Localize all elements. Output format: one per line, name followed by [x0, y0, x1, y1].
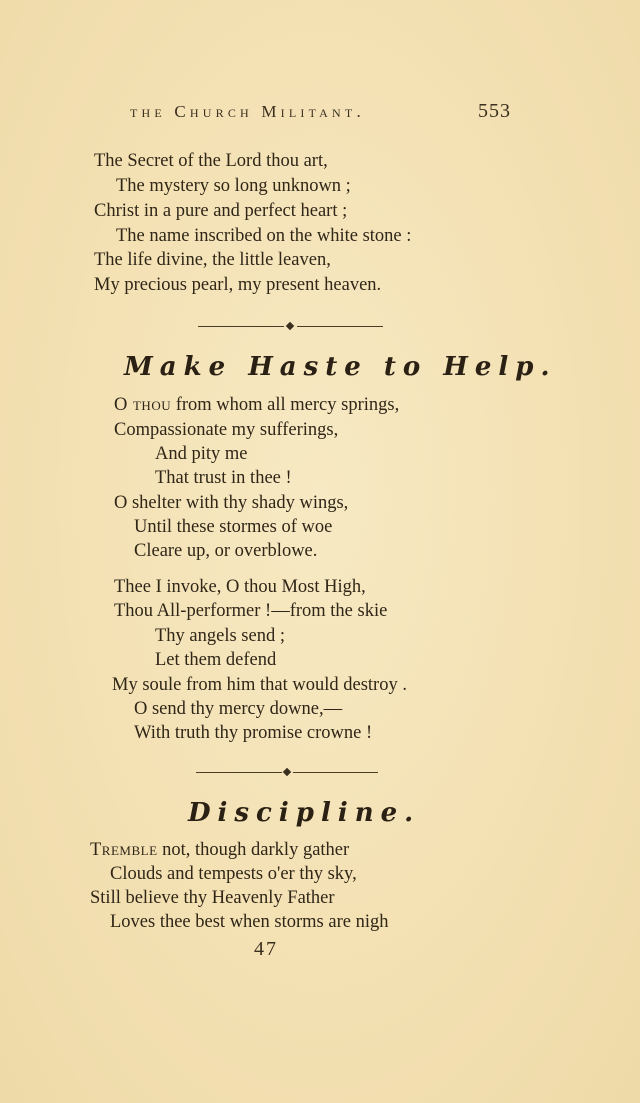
poem-line: O shelter with thy shady wings,	[114, 493, 349, 513]
poem-line: That trust in thee !	[155, 468, 292, 488]
poem-line: Thou All-performer !—from the skie	[114, 601, 388, 621]
poem-line: Cleare up, or overblowe.	[134, 541, 318, 561]
poem-line: Let them defend	[155, 650, 277, 670]
poem-line: My soule from him that would destroy .	[112, 675, 407, 695]
page-number: 553	[478, 100, 511, 122]
running-header: the Church Militant.	[130, 102, 365, 121]
poem-title: Discipline.	[188, 798, 421, 828]
poem-line: Loves thee best when storms are nigh	[110, 912, 389, 932]
poem-line: My precious pearl, my present heaven.	[94, 275, 382, 295]
first-word: O thou	[114, 395, 172, 415]
poem-line: And pity me	[155, 444, 248, 464]
poem-line: Still believe thy Heavenly Father	[90, 888, 335, 908]
poem-line: Tremble not, though darkly gather	[90, 840, 350, 860]
ornamental-divider	[196, 768, 378, 778]
poem-line: With truth thy promise crowne !	[134, 723, 373, 743]
poem-line: The name inscribed on the white stone :	[116, 226, 412, 246]
poem-line: The life divine, the little leaven,	[94, 250, 331, 270]
poem-line: Until these stormes of woe	[134, 517, 333, 537]
poem-line: Thee I invoke, O thou Most High,	[114, 577, 366, 597]
poem-title: Make Haste to Help.	[124, 352, 557, 382]
poem-line: The Secret of the Lord thou art,	[94, 151, 328, 171]
poem-line: The mystery so long unknown ;	[116, 176, 351, 196]
poem-line: Clouds and tempests o'er thy sky,	[110, 864, 357, 884]
poem-line: Christ in a pure and perfect heart ;	[94, 201, 348, 221]
poem-line: Compassionate my sufferings,	[114, 420, 339, 440]
ornamental-divider	[198, 322, 383, 332]
first-word: Tremble	[90, 840, 158, 860]
poem-line: Thy angels send ;	[155, 626, 285, 646]
signature-mark: 47	[254, 938, 278, 960]
poem-line: O thou from whom all mercy springs,	[114, 395, 400, 415]
poem-line: O send thy mercy downe,—	[134, 699, 343, 719]
